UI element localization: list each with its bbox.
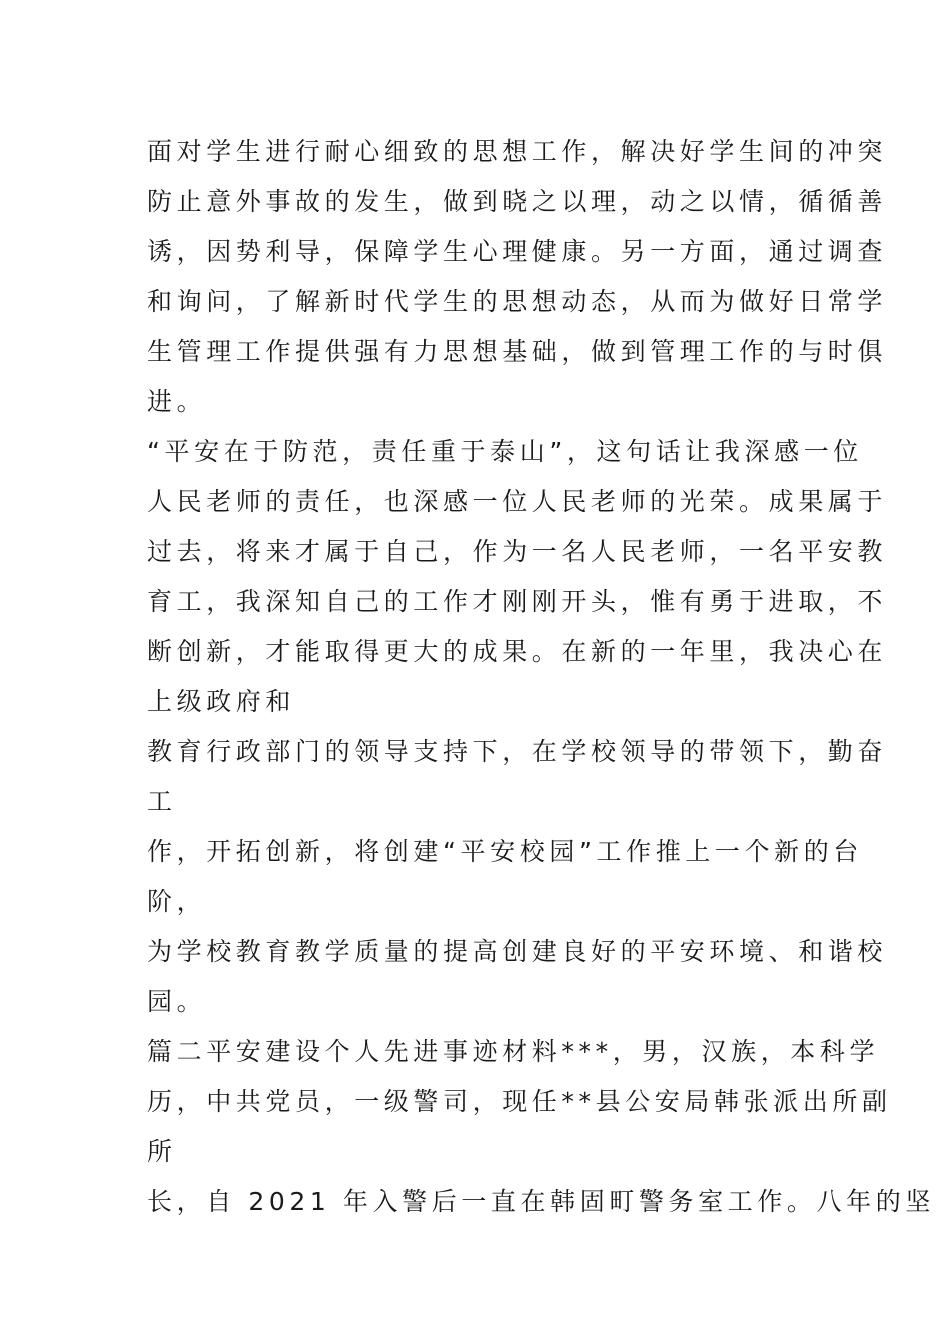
text-line: 教育行政部门的领导支持下，在学校领导的带领下，勤奋 — [147, 737, 888, 766]
text-line: 工 — [147, 787, 177, 816]
text-line: 防止意外事故的发生，做到晓之以理，动之以情，循循善 — [147, 187, 888, 216]
text-line: 上级政府和 — [147, 687, 296, 716]
text-line: 园。 — [147, 987, 207, 1016]
text-line: “平安在于防范，责任重于泰山”，这句话让我深感一位 — [147, 437, 863, 466]
text-line: 作，开拓创新，将创建“平安校园”工作推上一个新的台 — [147, 837, 863, 866]
text-line: 生管理工作提供强有力思想基础，做到管理工作的与时俱 — [147, 337, 888, 366]
text-line: 断创新，才能取得更大的成果。在新的一年里，我决心在 — [147, 637, 888, 666]
text-line: 和询问，了解新时代学生的思想动态，从而为做好日常学 — [147, 287, 888, 316]
text-line: 人民老师的责任，也深感一位人民老师的光荣。成果属于 — [147, 487, 888, 516]
text-line: 进。 — [147, 387, 207, 416]
text-line: 育工，我深知自己的工作才刚刚开头，惟有勇于进取，不 — [147, 587, 888, 616]
text-line: 过去，将来才属于自己，作为一名人民老师，一名平安教 — [147, 537, 888, 566]
text-line: 历，中共党员，一级警司，现任**县公安局韩张派出所副 — [147, 1087, 892, 1116]
text-line: 诱，因势利导，保障学生心理健康。另一方面，通过调查 — [147, 237, 888, 266]
text-line: 篇二平安建设个人先进事迹材料***，男，汉族，本科学 — [147, 1037, 880, 1066]
text-line: 阶， — [147, 887, 207, 916]
text-line: 面对学生进行耐心细致的思想工作，解决好学生间的冲突 — [147, 137, 888, 166]
text-line: 为学校教育教学质量的提高创建良好的平安环境、和谐校 — [147, 937, 888, 966]
text-line: 所 — [147, 1137, 177, 1166]
text-line: 长，自 2021 年入警后一直在韩固町警务室工作。八年的坚 — [147, 1187, 935, 1216]
